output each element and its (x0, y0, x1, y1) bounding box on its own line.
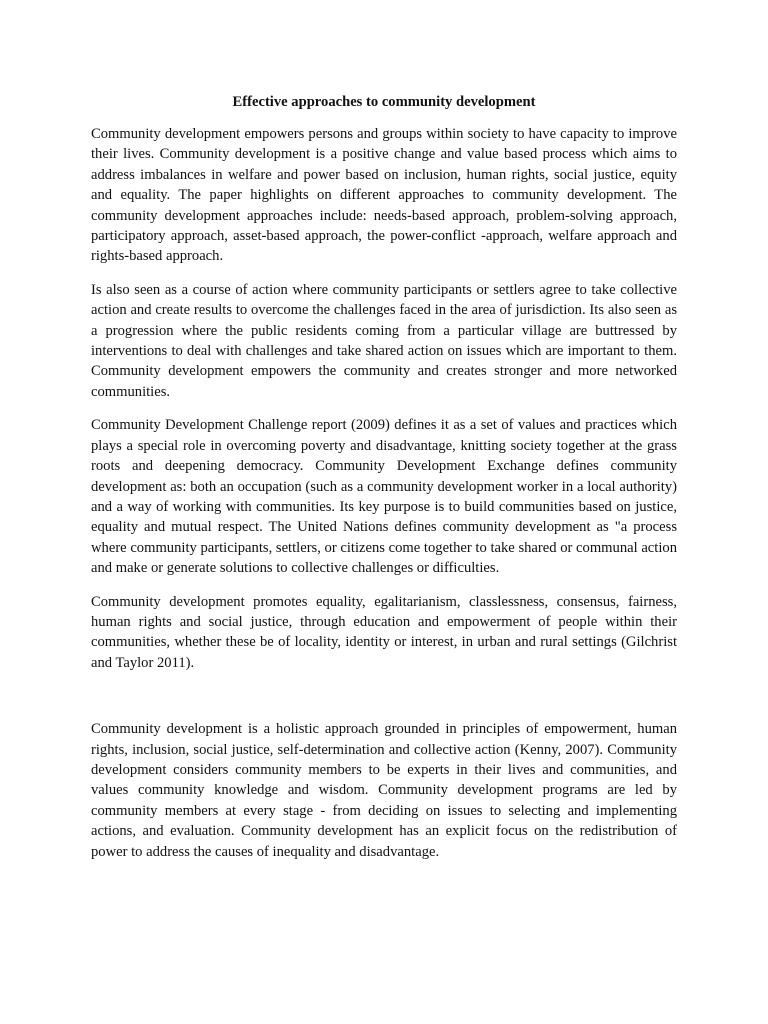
document-title: Effective approaches to community development (232, 94, 536, 110)
paragraph-3: Community Development Challenge report (2009) defines it as a set of values and practices which plays a special role in overcoming poverty and disadvantage, knitting society together at the grass roots and deepening democracy. Community Development Exchange defines community development as: both an occupation (such as a community development worker in a local authority) and a way of working with communities. Its key purpose is to build communities based on justice, equality and mutual respect. The United Nations defines community development as "a process where community participants, settlers, or citizens come together to take shared or communal action and make or generate solutions to collective challenges or difficulties. (91, 417, 677, 577)
paragraph-2: Is also seen as a course of action where community participants or settlers agree to take collective action and create results to overcome the challenges faced in the area of jurisdiction. Its also seen as a progression where the public residents coming from a particular village are buttressed by interventions to deal with challenges and take shared action on issues which are important to them. Community development empowers the community and creates stronger and more networked communities. (91, 281, 677, 400)
document-body (91, 92, 677, 875)
paragraph-5: Community development is a holistic approach grounded in principles of empowerment, human rights, inclusion, social justice, self-determination and collective action (Kenny, 2007). Community development considers community members to be experts in their lives and communities, and values community knowledge and wisdom. Community development programs are led by community members at every stage - from deciding on issues to selecting and implementing actions, and evaluation. Community development has an explicit focus on the redistribution of power to address the causes of inequality and disadvantage. (91, 721, 677, 860)
paragraph-1: Community development empowers persons and groups within society to have capacity to improve their lives. Community development is a positive change and value based process which aims to address imbalances in welfare and power based on inclusion, human rights, social justice, equity and equality. The paper highlights on different approaches to community development. The community development approaches include: needs-based approach, problem-solving approach, participatory approach, asset-based approach, the power-conflict -approach, welfare approach and rights-based approach. (91, 126, 677, 265)
blank-line (91, 686, 677, 719)
paragraph-4: Community development promotes equality, egalitarianism, classlessness, consensus, fairness, human rights and social justice, through education and empowerment of people within their communities, whether these be of locality, identity or interest, in urban and rural settings (Gilchrist and Taylor 2011). (91, 593, 677, 671)
